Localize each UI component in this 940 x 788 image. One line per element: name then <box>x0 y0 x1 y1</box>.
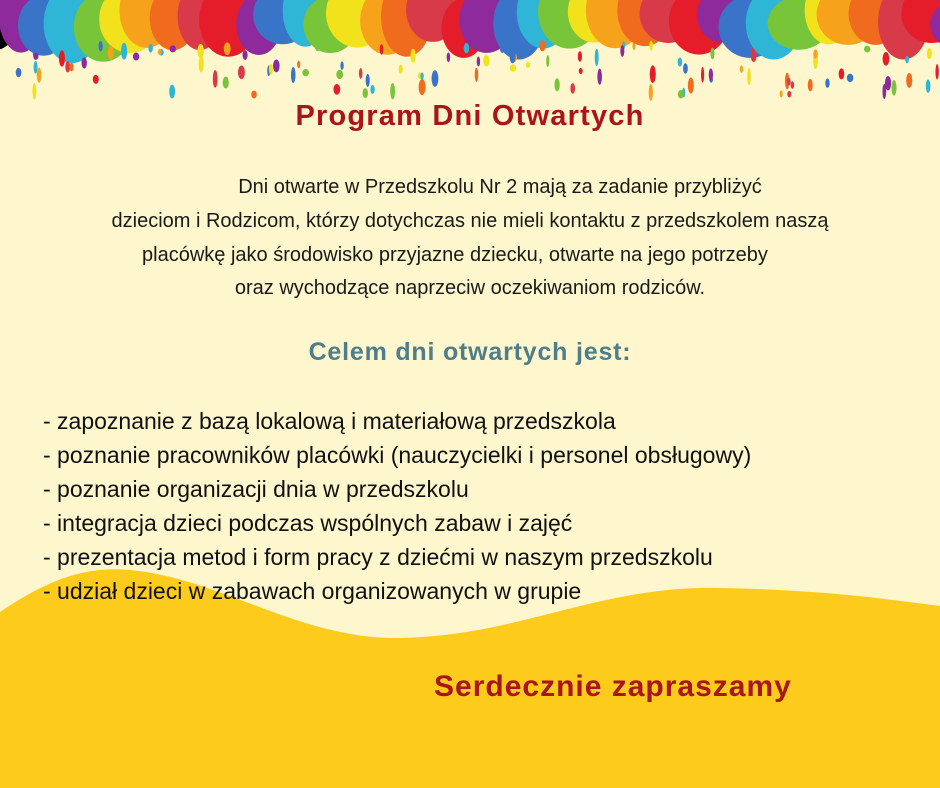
paint-drop <box>808 79 813 91</box>
paint-drop <box>366 74 370 87</box>
paint-drop <box>158 49 162 55</box>
paint-drop <box>510 64 516 71</box>
paint-drop <box>483 55 489 67</box>
intro-line: Dni otwarte w Przedszkolu Nr 2 mają za zadanie przybliżyć <box>238 176 762 198</box>
paint-drop <box>683 63 688 74</box>
goals-list <box>43 404 751 608</box>
paint-drop <box>595 49 599 66</box>
paint-drop <box>359 68 362 79</box>
paint-drop <box>825 78 829 88</box>
paint-drop <box>269 64 273 75</box>
paint-drop <box>688 77 694 93</box>
paint-drop <box>927 48 932 59</box>
page-title: Program Dni Otwartych <box>295 100 645 132</box>
paint-drop <box>546 55 549 67</box>
paint-drop <box>787 91 791 98</box>
paint-drop <box>847 74 853 83</box>
paint-drop <box>475 68 479 82</box>
paint-drop <box>678 90 684 99</box>
paint-drop <box>883 52 890 66</box>
paint-drop <box>791 81 795 88</box>
paint-drop <box>273 59 280 72</box>
section-heading: Celem dni otwartych jest: <box>308 338 632 366</box>
list-item: - udział dzieci w zabawach organizowanych w grupie <box>43 578 582 604</box>
paint-drop <box>935 64 938 79</box>
closing-text: Serdecznie zapraszamy <box>434 670 792 703</box>
paint-drop <box>539 40 545 51</box>
paint-drop <box>121 43 127 60</box>
paint-drop <box>620 45 624 57</box>
paint-drop <box>243 50 248 60</box>
paint-drop <box>291 67 296 83</box>
paint-drop <box>650 65 656 83</box>
paint-drop <box>98 41 102 51</box>
list-item: - prezentacja metod i form pracy z dziećmi w naszym przedszkolu <box>43 544 713 570</box>
paint-drop <box>197 44 204 58</box>
paint-drop <box>93 75 99 84</box>
paint-drop <box>340 61 343 70</box>
paint-drop <box>65 61 70 72</box>
list-item: - zapoznanie z bazą lokalową i materiałową przedszkola <box>43 408 616 434</box>
paint-drop <box>82 57 87 68</box>
paint-drop <box>780 90 783 97</box>
paint-drop <box>223 77 229 89</box>
paint-drop <box>554 78 559 91</box>
paint-drop <box>133 52 139 60</box>
paint-drop <box>839 68 845 79</box>
paint-drop <box>169 85 175 99</box>
paint-drop <box>882 84 886 99</box>
paint-drop <box>701 67 704 82</box>
paint-drop <box>399 65 403 74</box>
paint-drop <box>224 42 231 55</box>
paint-drop <box>905 56 909 64</box>
paint-drop <box>170 45 177 52</box>
paint-drop <box>578 51 582 62</box>
paint-drop <box>678 58 683 67</box>
paint-drop <box>926 79 931 92</box>
paint-drop <box>37 68 42 83</box>
paint-drop <box>432 70 439 86</box>
paint-drop <box>302 69 309 76</box>
paint-drop <box>336 70 343 79</box>
paint-drop <box>108 46 114 60</box>
paint-drop <box>747 68 751 85</box>
paint-drop <box>420 72 423 79</box>
paint-drop <box>333 84 340 95</box>
paint-drop <box>32 83 36 100</box>
paint-splatter-border <box>0 0 940 101</box>
list-item: - poznanie organizacji dnia w przedszkolu <box>43 476 469 502</box>
paint-drop <box>213 70 218 88</box>
paint-drop <box>251 91 257 99</box>
paint-drop <box>238 65 245 79</box>
paint-drop <box>579 68 583 74</box>
paint-drop <box>148 44 152 53</box>
paint-drop <box>447 52 450 62</box>
paint-drop <box>16 68 22 77</box>
paint-drop <box>419 79 426 95</box>
paint-drop <box>787 78 791 86</box>
paint-drop <box>649 41 653 51</box>
paint-drop <box>710 47 714 59</box>
paint-drop <box>709 68 713 80</box>
paint-drop <box>864 46 870 53</box>
paint-drop <box>380 44 384 55</box>
paint-drop <box>363 88 368 98</box>
paint-drop <box>740 65 743 72</box>
list-item: - poznanie pracowników placówki (nauczycielki i personel obsługowy) <box>43 442 752 468</box>
paint-drop <box>390 83 395 99</box>
list-item: - integracja dzieci podczas wspólnych zabaw i zajęć <box>43 510 573 536</box>
paint-drop <box>199 55 204 72</box>
paint-drop <box>297 61 300 69</box>
paint-drop <box>570 83 575 94</box>
intro-line: dzieciom i Rodzicom, którzy dotychczas nie mieli kontaktu z przedszkolem naszą <box>111 210 829 232</box>
paint-drop <box>59 50 65 66</box>
intro-line: oraz wychodzące naprzeciw oczekiwaniom rodziców. <box>234 277 706 299</box>
paint-drop <box>813 49 818 58</box>
paint-drop <box>597 69 602 85</box>
paint-drop <box>526 62 530 68</box>
paint-drop <box>34 61 38 74</box>
paint-drop <box>510 49 516 63</box>
paint-drop <box>69 63 73 72</box>
paint-drop <box>370 85 374 94</box>
paint-drop <box>906 73 912 88</box>
paint-drop <box>891 80 896 96</box>
paint-drop <box>34 53 39 60</box>
paint-drop <box>649 84 653 101</box>
intro-line: placówkę jako środowisko przyjazne dziecku, otwarte na jego potrzeby <box>142 244 768 266</box>
paint-drop <box>477 56 480 66</box>
paint-drop <box>410 49 415 63</box>
